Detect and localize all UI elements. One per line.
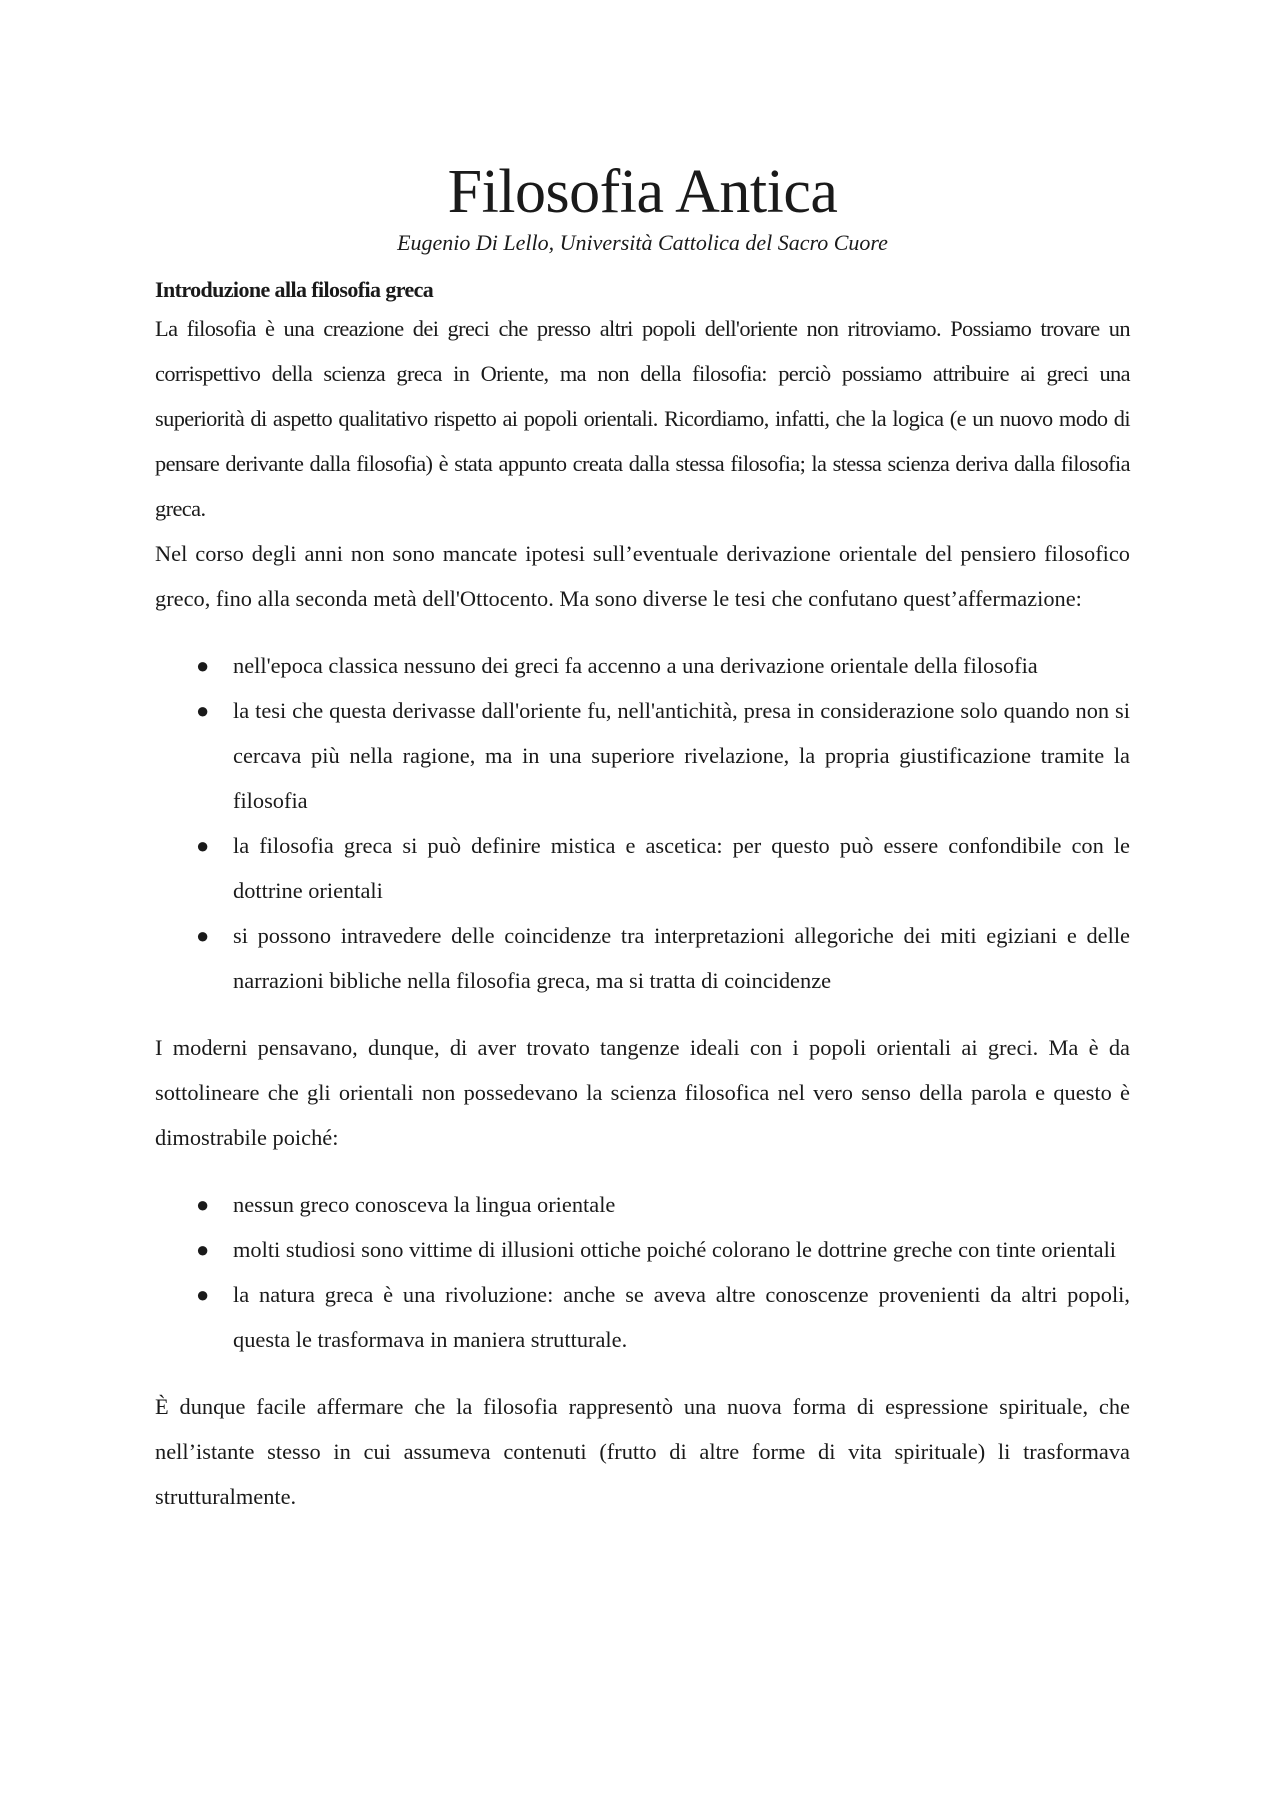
document-subtitle: Eugenio Di Lello, Università Cattolica del Sacro Cuore: [397, 230, 888, 256]
paragraph-intro: La filosofia è una creazione dei greci che presso altri popoli dell'oriente non ritroviamo. Possiamo trovare un corrispettivo della scienza greca in Oriente, ma non della filosofia: perciò possiamo attribuire ai greci una superiorità di aspetto qualitativo rispetto ai popoli orientali. Ricordiamo, infatti, che la logica (e un nuovo modo di pensare derivante dalla filosofia) è stata appunto creata dalla stessa filosofia; la stessa scienza deriva dalla filosofia greca.: [155, 315, 1130, 521]
list-item: [196, 688, 1130, 823]
list-item: [196, 1182, 1130, 1227]
document-title: Filosofia Antica: [447, 158, 838, 226]
bullet-list-proofs: [155, 1182, 1130, 1362]
list-item: [196, 1227, 1130, 1272]
bullet-icon: ●: [196, 697, 210, 723]
bullet-icon: ●: [196, 1236, 210, 1262]
bullet-icon: ●: [196, 1191, 210, 1217]
bullet-icon: ●: [196, 922, 210, 948]
list-item: [196, 823, 1130, 913]
bullet-icon: ●: [196, 1281, 210, 1307]
paragraph-conclusion: È dunque facile affermare che la filosofia rappresentò una nuova forma di espressione spirituale, che nell’istante stesso in cui assumeva contenuti (frutto di altre forme di vita spirituale) li trasformava strutturalmente.: [155, 1393, 1130, 1509]
document-page: [155, 150, 1130, 1519]
list-item-text: la filosofia greca si può definire mistica e ascetica: per questo può essere confondibile con le dottrine orientali: [233, 832, 1130, 903]
paragraph-moderns: I moderni pensavano, dunque, di aver trovato tangenze ideali con i popoli orientali ai greci. Ma è da sottolineare che gli orientali non possedevano la scienza filosofica nel vero senso della parola e questo è dimostrabile poiché:: [155, 1034, 1130, 1150]
list-item-text: la natura greca è una rivoluzione: anche se aveva altre conoscenze provenienti da altri popoli, questa le trasformava in maniera strutturale.: [233, 1281, 1130, 1352]
paragraph-hypotheses: Nel corso degli anni non sono mancate ipotesi sull’eventuale derivazione orientale del pensiero filosofico greco, fino alla seconda metà dell'Ottocento. Ma sono diverse le tesi che confutano quest’affermazione:: [155, 540, 1130, 611]
list-item-text: la tesi che questa derivasse dall'oriente fu, nell'antichità, presa in considerazione solo quando non si cercava più nella ragione, ma in una superiore rivelazione, la propria giustificazione tramite la filosofia: [233, 697, 1130, 813]
list-item-text: si possono intravedere delle coincidenze tra interpretazioni allegoriche dei miti egiziani e delle narrazioni bibliche nella filosofia greca, ma si tratta di coincidenze: [233, 922, 1130, 993]
bullet-list-theses: [155, 643, 1130, 1003]
list-item: [196, 1272, 1130, 1362]
list-item-text: molti studiosi sono vittime di illusioni ottiche poiché colorano le dottrine greche con tinte orientali: [233, 1236, 1117, 1262]
list-item: [196, 643, 1130, 688]
bullet-icon: ●: [196, 832, 210, 858]
list-item-text: nessun greco conosceva la lingua orientale: [233, 1191, 616, 1217]
list-item-text: nell'epoca classica nessuno dei greci fa accenno a una derivazione orientale della filosofia: [233, 652, 1038, 678]
bullet-icon: ●: [196, 652, 210, 678]
section-heading: Introduzione alla filosofia greca: [155, 276, 434, 302]
list-item: [196, 913, 1130, 1003]
